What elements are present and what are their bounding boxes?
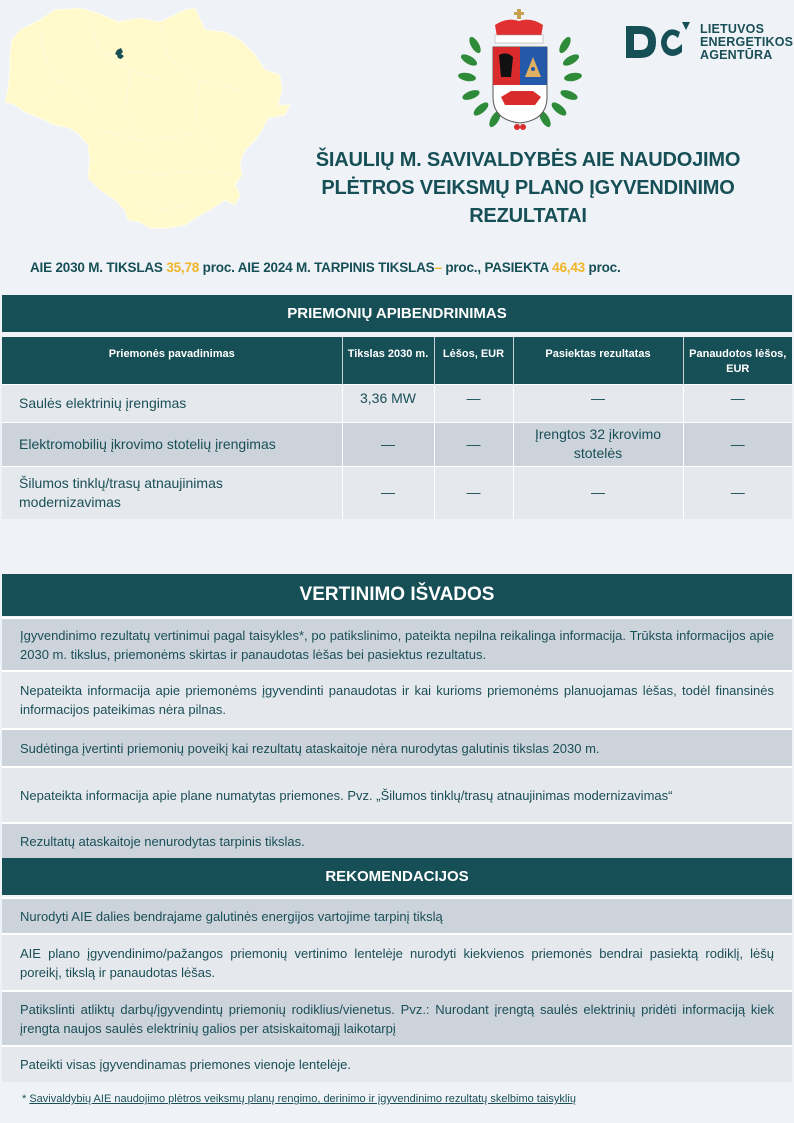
measure-name: Saulės elektrinių įrengimas bbox=[2, 384, 342, 422]
conclusion-item bbox=[2, 766, 792, 822]
column-header: Tikslas 2030 m. bbox=[342, 336, 434, 384]
table-row bbox=[2, 466, 792, 519]
interim-2024-value: – bbox=[434, 260, 442, 275]
target-2030-label: AIE 2030 M. TIKSLAS bbox=[30, 260, 163, 275]
agency-name-line2: ENERGETIKOS bbox=[700, 34, 794, 49]
recommendation-text: AIE plano įgyvendinimo/pažangos priemonių vertinimo lentelėje nurodyti kiekvienos priemonės bendrai pasiektą rodiklį, lėšų poreikį, tikslą ir panaudotas lėšas. bbox=[20, 945, 774, 980]
result: — bbox=[513, 466, 683, 519]
conclusion-item bbox=[2, 822, 792, 858]
conclusion-text: Sudėtinga įvertinti priemonių poveikį kai rezultatų ataskaitoje nėra nurodytas galutinis tikslas 2030 m. bbox=[20, 740, 600, 756]
result: — bbox=[513, 384, 683, 422]
recommendation-item bbox=[2, 990, 792, 1045]
funds: — bbox=[434, 384, 513, 422]
energy-agency-logo bbox=[622, 20, 793, 64]
conclusion-text: Įgyvendinimo rezultatų vertinimui pagal taisykles*, po patikslinimo, pateikta nepilna reikalinga informacija. Trūksta informacijos apie 2030 m. tikslus, priemonėms skirtas ir panaudotas lėšas bei pasiektus rezultatus. bbox=[20, 627, 774, 662]
funds-used: — bbox=[683, 384, 792, 422]
column-header: Priemonės pavadinimas bbox=[2, 336, 342, 384]
coat-of-arms-icon bbox=[455, 5, 585, 135]
recommendation-text: Nurodyti AIE dalies bendrajame galutinės energijos vartojime tarpinį tikslą bbox=[20, 908, 443, 924]
recommendation-text: Patikslinti atliktų darbų/įgyvendintų priemonių rodiklius/vienetus. Pvz.: Nurodant įrengtą saulės elektrinių pridėti informaciją kiek įrengta naujos saulės elektrinių galios per atsiskaitomąjį laikotarpį bbox=[20, 1001, 774, 1036]
agency-name-line1: LIETUVOS bbox=[700, 21, 765, 36]
measures-table bbox=[2, 335, 792, 519]
recommendation-item bbox=[2, 933, 792, 990]
measure-name: Šilumos tinklų/trasų atnaujinimas modernizavimas bbox=[2, 466, 342, 519]
conclusion-item bbox=[2, 670, 792, 728]
conclusion-text: Nepateikta informacija apie plane numatytas priemones. Pvz. „Šilumos tinklų/trasų atnaujinimas modernizavimas“ bbox=[20, 787, 673, 803]
interim-2024-unit: proc., bbox=[445, 260, 481, 275]
rules-link[interactable]: Savivaldybių AIE naudojimo plėtros veiksmų planų rengimo, derinimo ir įgyvendinimo rezultatų skelbimo taisyklių bbox=[29, 1093, 576, 1105]
target-2030-value: 35,78 bbox=[166, 260, 200, 275]
funds: — bbox=[434, 466, 513, 519]
agency-name-line3: AGENTŪRA bbox=[700, 47, 773, 62]
footnote bbox=[22, 1093, 576, 1105]
result: Įrengtos 32 įkrovimo stotelės bbox=[513, 422, 683, 466]
conclusion-item bbox=[2, 728, 792, 766]
lithuania-map bbox=[0, 0, 300, 240]
conclusions-section-header: VERTINIMO IŠVADOS bbox=[2, 574, 792, 616]
target-2030-unit: proc. bbox=[202, 260, 235, 275]
conclusion-item bbox=[2, 617, 792, 670]
footnote-marker: * bbox=[22, 1093, 27, 1105]
recommendation-text: Pateikti visas įgyvendinamas priemones vienoje lentelėje. bbox=[20, 1057, 351, 1072]
target-2030: — bbox=[342, 466, 434, 519]
measures-section-header: PRIEMONIŲ APIBENDRINIMAS bbox=[2, 295, 792, 332]
interim-2024-label: AIE 2024 M. TARPINIS TIKSLAS bbox=[237, 260, 435, 275]
target-2030: — bbox=[342, 422, 434, 466]
recommendations-section-header: REKOMENDACIJOS bbox=[2, 858, 792, 895]
conclusion-text: Rezultatų ataskaitoje nenurodytas tarpinis tikslas. bbox=[20, 833, 305, 849]
achieved-label: PASIEKTA bbox=[484, 260, 549, 275]
recommendation-item bbox=[2, 897, 792, 933]
measure-name: Elektromobilių įkrovimo stotelių įrengimas bbox=[2, 422, 342, 466]
conclusion-text: Nepateikta informacija apie priemonėms įgyvendinti panaudotas ir kai kurioms priemonėms planuojamas lėšas, todėl finansinės informacijos pateikimas nėra pilnas. bbox=[20, 683, 774, 717]
table-row bbox=[2, 422, 792, 466]
target-2030: 3,36 MW bbox=[342, 384, 434, 422]
column-header: Panaudotos lėšos, EUR bbox=[683, 336, 792, 384]
targets-summary bbox=[0, 260, 794, 275]
funds-used: — bbox=[683, 422, 792, 466]
funds: — bbox=[434, 422, 513, 466]
column-header: Pasiektas rezultatas bbox=[513, 336, 683, 384]
page-title: ŠIAULIŲ M. SAVIVALDYBĖS AIE NAUDOJIMO PLĖTROS VEIKSMŲ PLANO ĮGYVENDINIMO REZULTATAI bbox=[315, 149, 741, 227]
funds-used: — bbox=[683, 466, 792, 519]
table-row bbox=[2, 384, 792, 422]
recommendation-item bbox=[2, 1045, 792, 1082]
achieved-value: 46,43 bbox=[552, 260, 585, 275]
agency-logo-icon bbox=[622, 20, 694, 64]
achieved-unit: proc. bbox=[588, 260, 621, 275]
column-header: Lėšos, EUR bbox=[434, 336, 513, 384]
